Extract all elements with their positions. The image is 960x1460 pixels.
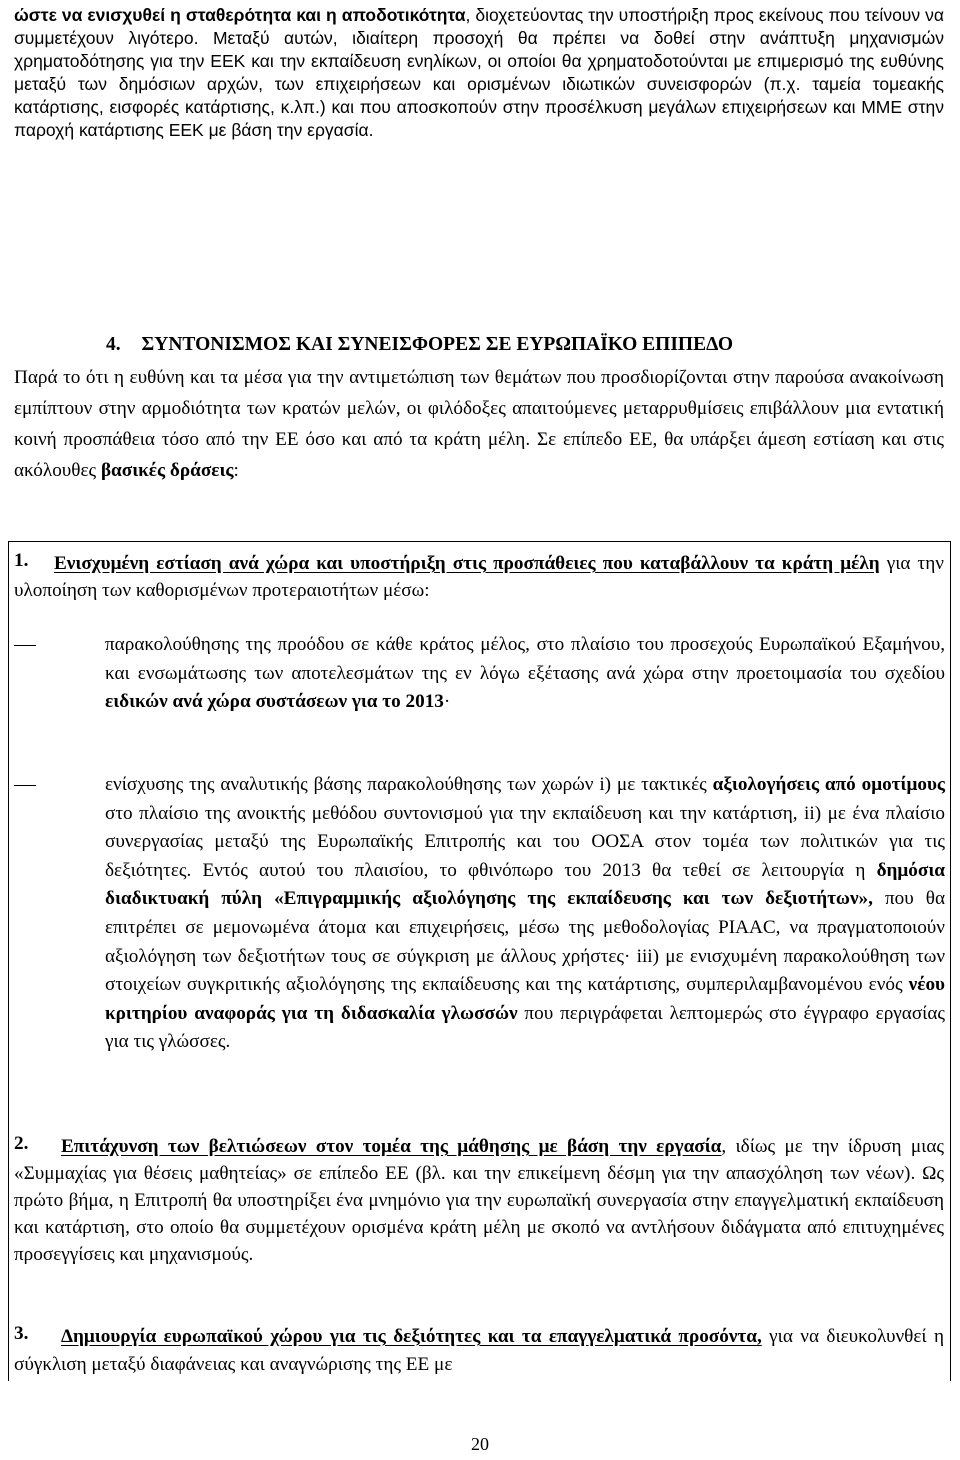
bullet-1-body: παρακολούθησης της προόδου σε κάθε κράτος μέλος, στο πλαίσιο του προσεχούς Ευρωπαϊκού Εξαμήνου, και ενσωμάτωσης των αποτελεσμάτων της εν λόγω εξέτασης ανά χώρα στην προετοιμασία του σχεδίου bbox=[105, 634, 945, 684]
bullet-2-part-4: που περιγράφεται λεπτομερώς στο έγγραφο εργασίας για τις γλώσσες. bbox=[105, 1002, 945, 1053]
section-paragraph-text: Παρά το ότι η ευθύνη και τα μέσα για την αντιμετώπιση των θεμάτων που προσδιορίζονται στην παρούσα ανακοίνωση εμπίπτουν στην αρμοδιότητα των κρατών μελών, οι φιλόδοξες απαιτούμενες μεταρρυθμίσεις επιβάλλουν μια εντατική κοινή προσπάθεια τόσο από την ΕΕ όσο και από τα κράτη μέλη. Σε επίπεδο ΕΕ, θα υπάρξει άμεση εστίαση και στις ακόλουθες bbox=[14, 367, 944, 481]
key-actions-label: βασικές δράσεις bbox=[100, 460, 234, 481]
section-heading bbox=[106, 334, 733, 356]
bullet-2-bold-1: αξιολογήσεις από ομοτίμους bbox=[712, 774, 945, 795]
page-number: 20 bbox=[471, 1434, 489, 1454]
action-1-heading: Ενισχυμένη εστίαση ανά χώρα και υποστήριξη στις προσπάθειες που καταβάλλουν τα κράτη μέλη bbox=[54, 553, 880, 574]
section-title: ΣΥΝΤΟΝΙΣΜΟΣ ΚΑΙ ΣΥΝΕΙΣΦΟΡΕΣ ΣΕ ΕΥΡΩΠΑΪΚΟ ΕΠΙΠΕΔΟ bbox=[141, 334, 734, 355]
box-top-border bbox=[8, 541, 950, 542]
intro-text: , διοχετεύοντας την υποστήριξη προς εκείνους που τείνουν να συμμετέχουν λιγότερο. Μεταξύ αυτών, ιδιαίτερη προσοχή θα πρέπει να δοθεί στην ανάπτυξη μηχανισμών χρηματοδότησης για την ΕΕΚ και την εκπαίδευση ενηλίκων, οι οποίοι θα χρηματοδοτούνται με επιμερισμό της ευθύνης μεταξύ των δημόσιων αρχών, των επιχειρήσεων και ορισμένων ιδιωτικών συνεισφορών (π.χ. ταμεία τομεακής κατάρτισης, εισφορές κατάρτισης, κ.λπ.) και που αποσκοπούν στην προσέλκυση μεγάλων επιχειρήσεων και ΜΜΕ στην παροχή κατάρτισης ΕΕΚ με βάση την εργασία. bbox=[14, 5, 944, 140]
bullet-2-bold-3: νέου κριτηρίου αναφοράς για τη διδασκαλία γλωσσών bbox=[105, 974, 945, 1024]
action-3-rest: για να διευκολυνθεί η σύγκλιση μεταξύ διαφάνειας και αναγνώρισης της ΕΕ με bbox=[14, 1326, 944, 1375]
bullet-2-dash bbox=[14, 785, 36, 786]
intro-bold-phrase: ώστε να ενισχυθεί η σταθερότητα και η αποδοτικότητα bbox=[14, 5, 466, 25]
section-number: 4. bbox=[106, 334, 121, 355]
bullet-2-part-3: που θα επιτρέπει σε μεμονωμένα άτομα και επιχειρήσεις, μέσω της μεθοδολογίας PIAAC, να πραγματοποιούν αξιολόγηση των δεξιοτήτων τους σε σύγκριση με άλλους χρήστες· iii) με ενισχυμένη παρακολούθηση των στοιχείων συγκριτικής αξιολόγησης της εκπαίδευσης και της κατάρτισης, συμπεριλαμβανομένου ενός bbox=[105, 888, 945, 996]
action-2-number: 2. bbox=[14, 1133, 29, 1154]
action-1-text bbox=[14, 550, 944, 604]
bullet-2-part-2: στο πλαίσιο της ανοικτής μεθόδου συντονισμού για την εκπαίδευση και την κατάρτιση, ii) με ένα πλαίσιο συνεργασίας μεταξύ της Ευρωπαϊκής Επιτροπής και του ΟΟΣΑ στον τομέα των πολιτικών για τις δεξιότητες. Εντός αυτού του πλαισίου, το φθινόπωρο του 2013 θα τεθεί σε λειτουργία η bbox=[105, 802, 945, 881]
section-paragraph-end: : bbox=[233, 460, 239, 481]
action-2-heading: Επιτάχυνση των βελτιώσεων στον τομέα της μάθησης με βάση την εργασία bbox=[61, 1136, 722, 1157]
action-3-text bbox=[14, 1323, 944, 1379]
bullet-1-text bbox=[105, 631, 945, 717]
box-left-border bbox=[8, 541, 9, 1381]
box-right-border bbox=[950, 541, 951, 1381]
bullet-2-part-1: ενίσχυσης της αναλυτικής βάσης παρακολούθησης των χωρών i) με τακτικές bbox=[105, 774, 713, 795]
section-paragraph bbox=[14, 362, 944, 486]
action-2-text bbox=[14, 1133, 944, 1268]
bullet-2-bold-2: δημόσια διαδικτυακή πύλη «Επιγραμμικής αξιολόγησης της εκπαίδευσης και των δεξιοτήτων», bbox=[105, 859, 945, 910]
action-2-rest: , ιδίως με την ίδρυση μιας «Συμμαχίας για θέσεις μαθητείας» σε επίπεδο ΕΕ (βλ. και την επικείμενη δέσμη για την απασχόληση των νέων). Ως πρώτο βήμα, η Επιτροπή θα υποστηρίξει ένα μνημόνιο για την ευρωπαϊκή συνεργασία στην επαγγελματική εκπαίδευση και κατάρτιση, στο οποίο θα συμμετέχουν ορισμένα κράτη μέλη με σκοπό να αντλήσουν διδάγματα από επιτυχημένες προσεγγίσεις και μηχανισμούς. bbox=[14, 1136, 944, 1265]
intro-paragraph bbox=[14, 4, 944, 142]
bullet-1-bold: ειδικών ανά χώρα συστάσεων για το 2013 bbox=[105, 691, 444, 712]
action-1-rest: για την υλοποίηση των καθορισμένων προτεραιοτήτων μέσω: bbox=[14, 553, 944, 601]
bullet-1-end: · bbox=[443, 691, 451, 712]
bullet-2-text bbox=[105, 771, 945, 1057]
bullet-1-dash bbox=[14, 645, 36, 646]
action-3-number: 3. bbox=[14, 1323, 29, 1344]
action-1-number: 1. bbox=[14, 550, 29, 571]
action-3-heading: Δημιουργία ευρωπαϊκού χώρου για τις δεξιότητες και τα επαγγελματικά προσόντα, bbox=[61, 1326, 762, 1347]
